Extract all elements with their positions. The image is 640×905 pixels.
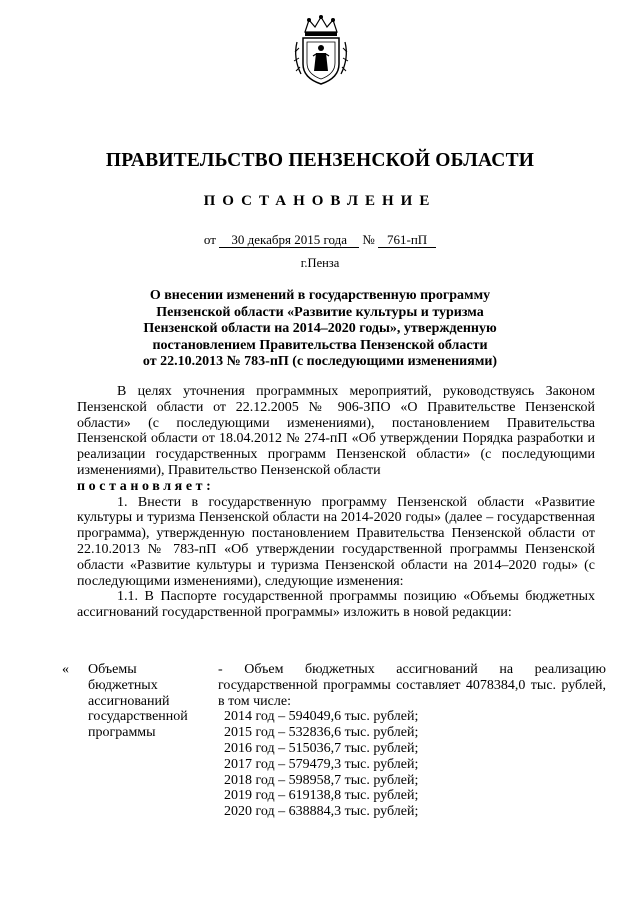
document-subject (120, 288, 520, 371)
subject-line: от 22.10.2013 № 783-пП (с последующими изменениями) (142, 354, 498, 369)
preamble-paragraph: В целях уточнения программных мероприятий, руководствуясь Законом Пензенской области от 22.12.2005 № 906-ЗПО «О Правительстве Пензенской области» (с последующими изменениями), постановлением Правительства Пензенской области от 18.04.2012 № 274-пП «Об утверждении Порядка разработки и реализации государственных программ Пензенской области» (с последующими изменениями), Правительство Пензенской области (77, 384, 595, 478)
document-date: 30 декабря 2015 года (219, 232, 359, 248)
subject-line: постановлением Правительства Пензенской области (152, 337, 488, 353)
city: г.Пенза (300, 256, 340, 270)
number-prefix: № (362, 232, 375, 247)
government-title: ПРАВИТЕЛЬСТВО ПЕНЗЕНСКОЙ ОБЛАСТИ (105, 150, 535, 171)
passport-label (88, 662, 208, 741)
year-funding-line: 2019 год – 619138,8 тыс. рублей; (224, 788, 419, 804)
label-line: Объемы (88, 662, 137, 677)
year-funding-line: 2016 год – 515036,7 тыс. рублей; (224, 740, 419, 756)
year-funding-line: 2018 год – 598958,7 тыс. рублей; (224, 772, 419, 788)
funding-summary: - Объем бюджетных ассигнований на реализацию государственной программы составляет 4078384,0 тыс. рублей, в том числе: (218, 662, 606, 709)
year-funding-line: 2015 год – 532836,6 тыс. рублей; (224, 725, 419, 741)
date-prefix: от (203, 232, 216, 247)
label-line: бюджетных (88, 677, 158, 693)
label-line: ассигнований (88, 693, 170, 709)
year-funding-line: 2017 год – 579479,3 тыс. рублей; (224, 756, 419, 772)
passport-value (218, 662, 606, 820)
year-funding-line: 2014 год – 594049,6 тыс. рублей; (224, 709, 419, 725)
label-line: государственной (88, 709, 188, 725)
document-body (77, 384, 595, 621)
subject-line: Пензенской области «Развитие культуры и туризма (156, 304, 484, 320)
resolves-word: постановляет: (77, 478, 215, 494)
label-line: программы (88, 725, 156, 741)
document-number: 761-пП (378, 232, 436, 248)
year-funding-line: 2020 год – 638884,3 тыс. рублей; (224, 804, 419, 820)
coat-of-arms-icon (291, 14, 351, 88)
item-1-paragraph: 1. Внести в государственную программу Пензенской области «Развитие культуры и туризма Пензенской области на 2014-2020 годы» (далее – государственная программа), утвержденную постановлением Правительства Пензенской области от 22.10.2013 № 783-пП «Об утверждении государственной программы Пензенской области «Развитие культуры и туризма Пензенской области на 2014–2020 годы» (с последующими изменениями), следующие изменения: (77, 494, 595, 589)
date-number-line (0, 232, 640, 248)
open-quote: « (62, 662, 69, 677)
subject-line: Пензенской области на 2014–2020 годы», утвержденную (143, 321, 497, 336)
subject-line: О внесении изменений в государственную программу (149, 288, 491, 303)
document-type: ПОСТАНОВЛЕНИЕ (203, 193, 437, 209)
item-1-1-paragraph: 1.1. В Паспорте государственной программы позицию «Объемы бюджетных ассигнований государственной программы» изложить в новой редакции: (77, 589, 595, 621)
